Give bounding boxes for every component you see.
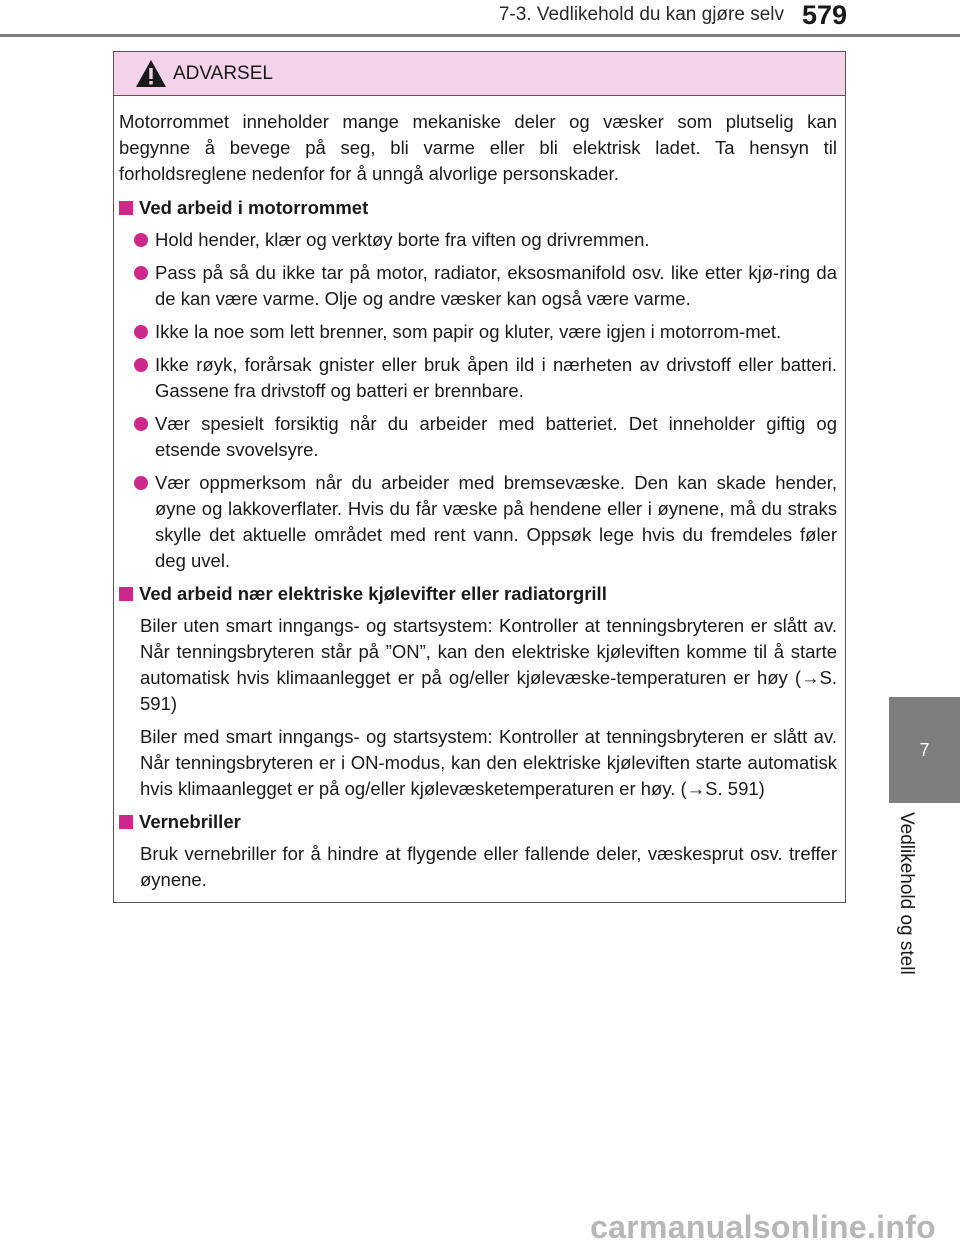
list-item bbox=[134, 352, 837, 404]
round-bullet-icon bbox=[134, 325, 148, 339]
list-item bbox=[134, 319, 837, 345]
round-bullet-icon bbox=[134, 266, 148, 280]
list-item-text: Hold hender, klær og verktøy borte fra viften og drivremmen. bbox=[155, 229, 650, 250]
round-bullet-icon bbox=[134, 233, 148, 247]
intro-paragraph: Motorrommet inneholder mange mekaniske deler og væsker som plutselig kan begynne å bevege på seg, bli varme eller bli elektrisk ladet. Ta hensyn til forholdsreglene nedenfor for å unngå alvorlige personskader. bbox=[119, 111, 837, 184]
section-title: 7-3. Vedlikehold du kan gjøre selv bbox=[498, 4, 784, 25]
round-bullet-icon bbox=[134, 358, 148, 372]
round-bullet-icon bbox=[134, 417, 148, 431]
section-heading bbox=[119, 195, 837, 221]
section-title-engine-bay: Ved arbeid i motorrommet bbox=[139, 197, 369, 218]
warning-header bbox=[114, 52, 845, 96]
list-item-text: Ikke la noe som lett brenner, som papir og kluter, være igjen i motorrom-met. bbox=[155, 321, 782, 342]
chapter-number: 7 bbox=[919, 740, 930, 760]
warning-box bbox=[113, 51, 846, 903]
section-title-cooling-fans: Ved arbeid nær elektriske kjølevifter eller radiatorgrill bbox=[139, 583, 607, 604]
section-title-goggles: Vernebriller bbox=[139, 811, 241, 832]
header-divider bbox=[0, 34, 960, 37]
list-item bbox=[134, 260, 837, 312]
section-paragraph: Biler uten smart inngangs- og startsystem: Kontroller at tenningsbryteren er slått av. Når tenningsbryteren står på ”ON”, kan den elektriske kjøleviften komme til å starte automatisk hvis klimaanlegget er på og/eller kjølevæske-temperaturen er høy (→S. 591) bbox=[140, 615, 837, 714]
warning-title: ADVARSEL bbox=[173, 62, 273, 84]
list-item bbox=[134, 411, 837, 463]
list-item bbox=[134, 227, 837, 253]
watermark: carmanualsonline.info bbox=[590, 1209, 936, 1245]
section-paragraph: Bruk vernebriller for å hindre at flygende eller fallende deler, væskesprut osv. treffer øynene. bbox=[140, 843, 837, 890]
chapter-title: Vedlikehold og stell bbox=[896, 812, 917, 975]
chapter-tab[interactable] bbox=[889, 697, 960, 803]
warning-triangle-icon bbox=[135, 58, 167, 90]
list-item-text: Vær oppmerksom når du arbeider med bremsevæske. Den kan skade hender, øyne og lakkoverflater. Hvis du får væske på hendene eller i øynene, må du straks skylle det aktuelle området med rent vann. Oppsøk lege hvis du fremdeles føler deg uvel. bbox=[155, 472, 837, 571]
list-item-text: Ikke røyk, forårsak gnister eller bruk åpen ild i nærheten av drivstoff eller batteri. Gassene fra drivstoff og batteri er brennbare. bbox=[155, 354, 837, 401]
page-number: 579 bbox=[802, 0, 848, 30]
section-heading bbox=[119, 809, 837, 835]
list-item-text: Vær spesielt forsiktig når du arbeider med batteriet. Det inneholder giftig og etsende svovelsyre. bbox=[155, 413, 837, 460]
round-bullet-icon bbox=[134, 476, 148, 490]
warning-content bbox=[114, 96, 845, 893]
section-heading bbox=[119, 581, 837, 607]
square-bullet-icon bbox=[119, 587, 133, 601]
section-paragraph: Biler med smart inngangs- og startsystem: Kontroller at tenningsbryteren er slått av. Når tenningsbryteren er i ON-modus, kan den elektriske kjøleviften starte automatisk hvis klimaanlegget er på og/eller kjølevæsketemperaturen er høy. (→S. 591) bbox=[140, 726, 837, 799]
square-bullet-icon bbox=[119, 201, 133, 215]
list-item-text: Pass på så du ikke tar på motor, radiator, eksosmanifold osv. like etter kjø-ring da de kan være varme. Olje og andre væsker kan også være varme. bbox=[155, 262, 837, 309]
list-item bbox=[134, 470, 837, 574]
square-bullet-icon bbox=[119, 815, 133, 829]
